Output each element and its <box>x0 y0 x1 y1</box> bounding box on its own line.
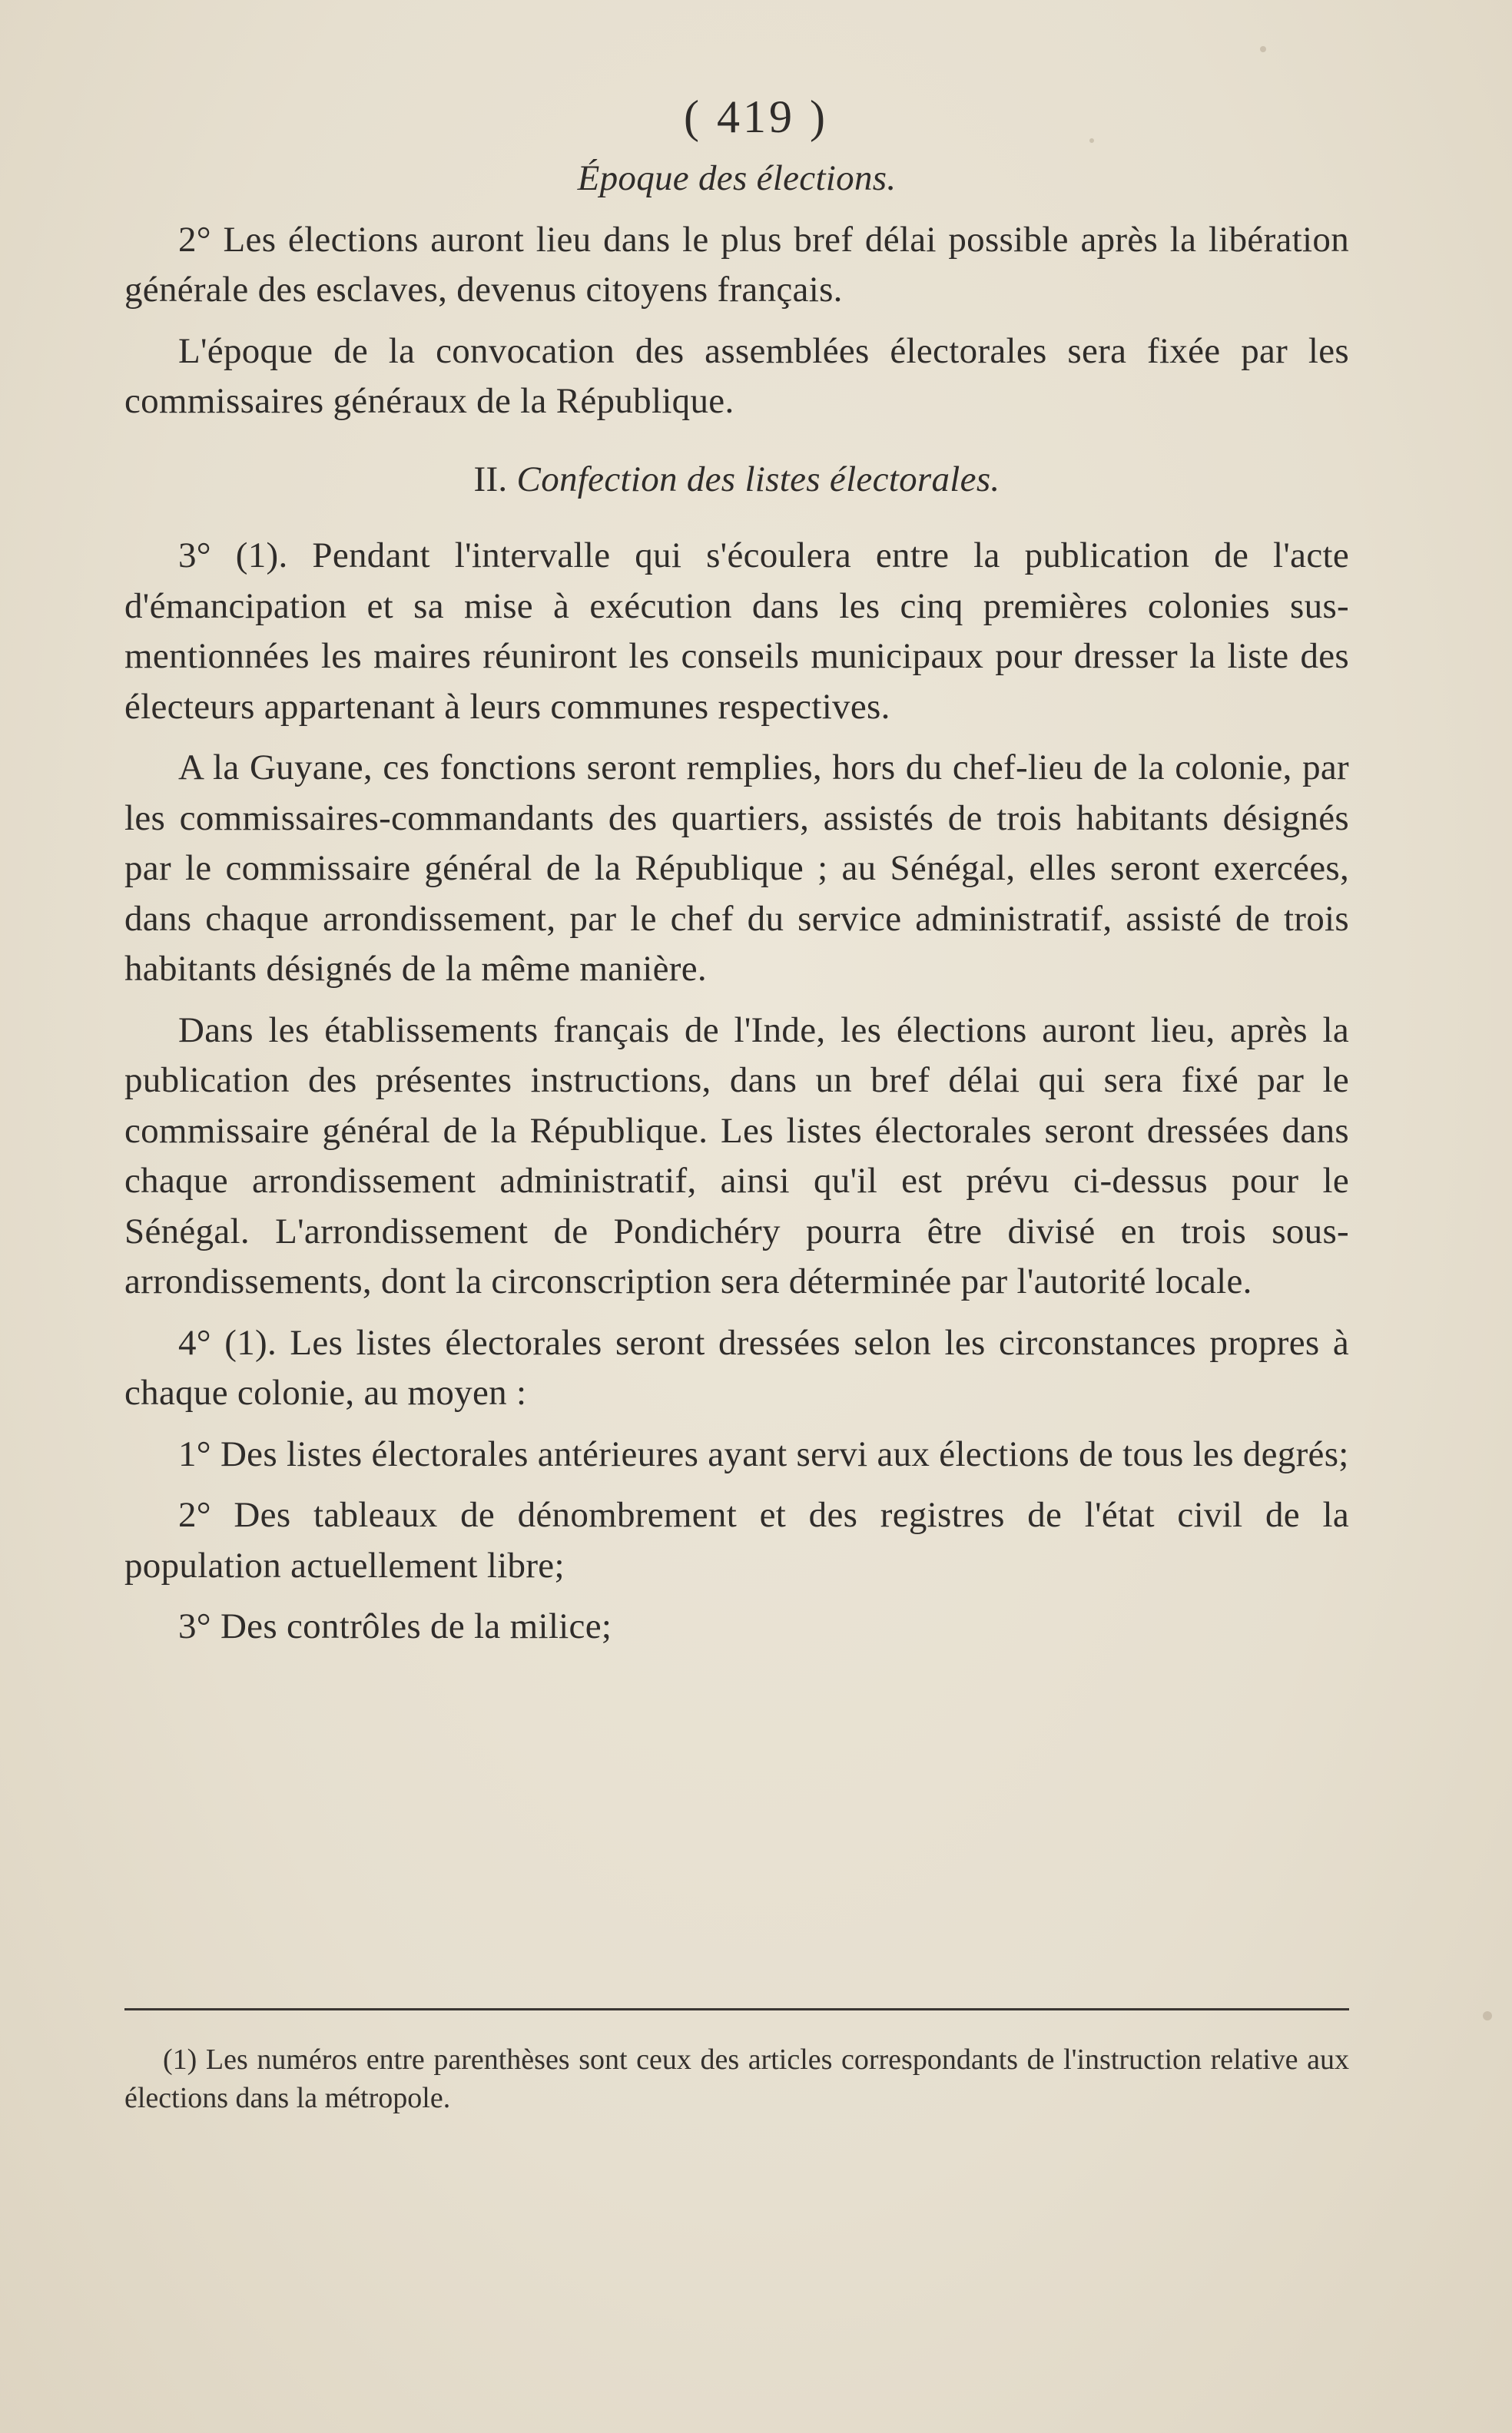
page-number: ( 419 ) <box>684 91 828 142</box>
paragraph-convocation: L'époque de la convocation des assemblées électorales sera fixée par les commissaires généraux de la République. <box>124 330 1349 421</box>
section-heading-epoque: Époque des élections. <box>577 158 897 198</box>
list-item-2: 2° Des tableaux de dénombrement et des registres de l'état civil de la population actuellement libre; <box>124 1495 1349 1586</box>
footnote-divider <box>124 2008 1349 2010</box>
list-item-3: 3° Des contrôles de la milice; <box>178 1606 612 1646</box>
paragraph-article-4: 4° (1). Les listes électorales seront dressées selon les circonstances propres à chaque colonie, au moyen : <box>124 1322 1349 1413</box>
section-heading-number: II. <box>473 459 508 499</box>
paper-spot <box>1089 138 1094 143</box>
paragraph-article-2: 2° Les élections auront lieu dans le plus bref délai possible après la libération générale des esclaves, devenus citoyens français. <box>124 219 1349 310</box>
paper-spot <box>1260 46 1266 52</box>
paper-spot <box>1483 2011 1492 2020</box>
section-heading-confection <box>124 455 1349 505</box>
paragraph-inde: Dans les établissements français de l'Inde, les élections auront lieu, après la publication des présentes instructions, dans un bref délai qui sera fixé par le commissaire général de la République. Les listes électorales seront dressées dans chaque arrondissement administratif, ainsi qu'il est prévu ci-dessus pour le Sénégal. L'arrondissement de Pondichéry pourra être divisé en trois sous-arrondissements, dont la circonscription sera déterminée par l'autorité locale. <box>124 1009 1349 1301</box>
paragraph-article-3: 3° (1). Pendant l'intervalle qui s'écoulera entre la publication de l'acte d'émancipation et sa mise à exécution dans les cinq premières colonies sus-mentionnées les maires réuniront les conseils municipaux pour dresser la liste des électeurs appartenant à leurs communes respectives. <box>124 535 1349 727</box>
paragraph-guyane: A la Guyane, ces fonctions seront remplies, hors du chef-lieu de la colonie, par les commissaires-commandants des quartiers, assistés de trois habitants désignés par le commissaire général de la République ; au Sénégal, elles seront exercées, dans chaque arrondissement, par le chef du service administratif, assisté de trois habitants désignés de la même manière. <box>124 747 1349 989</box>
footnote: (1) Les numéros entre parenthèses sont ceux des articles correspondants de l'instruction relative aux élections dans la métropole. <box>124 2044 1349 2114</box>
list-item-1: 1° Des listes électorales antérieures ayant servi aux élections de tous les degrés; <box>178 1434 1349 1474</box>
section-heading-title: Confection des listes électorales. <box>516 459 1000 499</box>
body-text <box>124 154 1349 1652</box>
